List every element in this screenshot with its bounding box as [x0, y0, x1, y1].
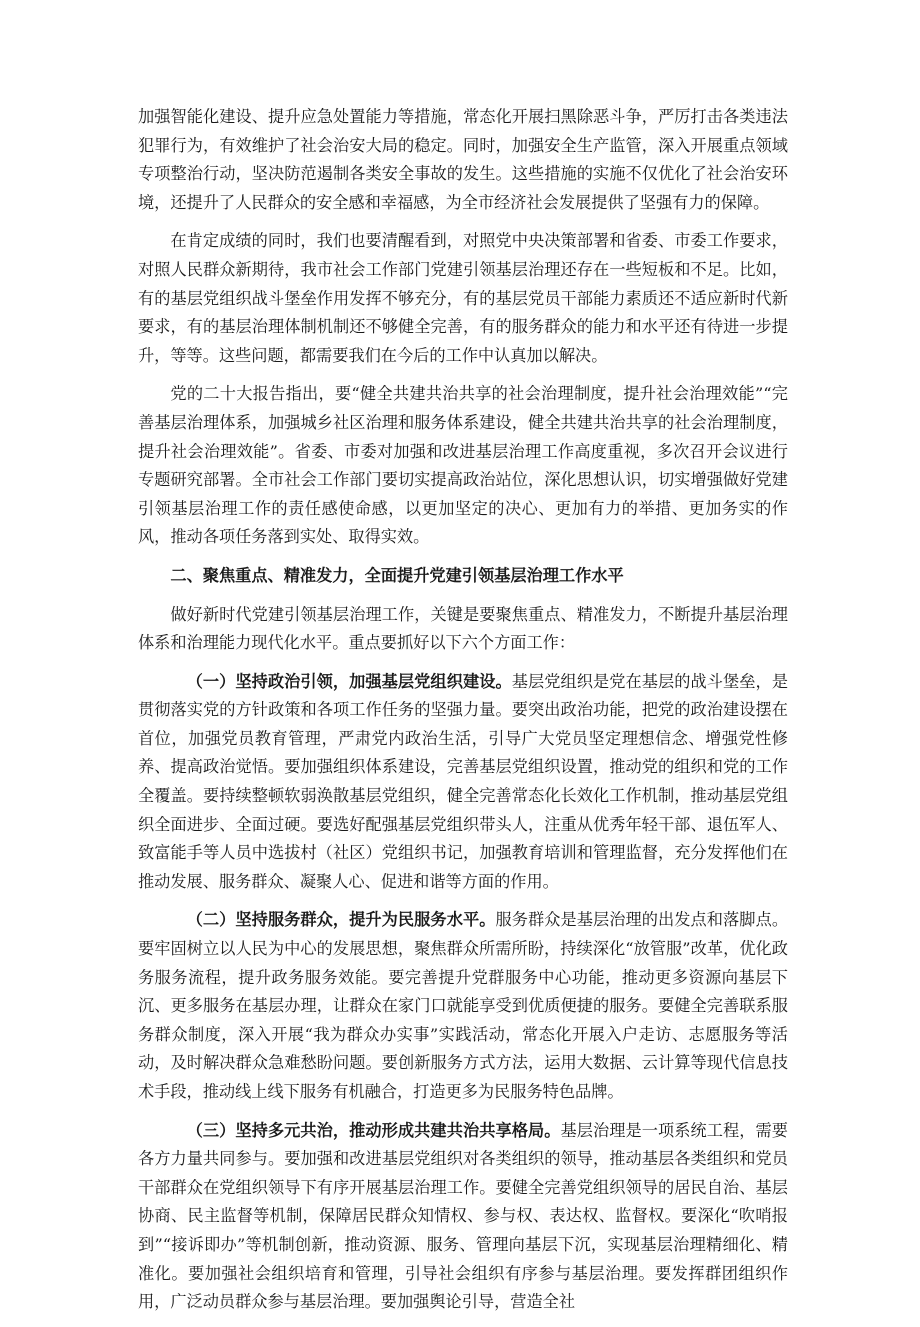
item-serve-masses [138, 906, 788, 1106]
document-body [138, 103, 788, 1327]
paragraph-continuation: 加强智能化建设、提升应急处置能力等措施，常态化开展扫黑除恶斗争，严厉打击各类违法犯罪行为，有效维护了社会治安大局的稳定。同时，加强安全生产监管，深入开展重点领域专项整治行动，坚决防范遏制各类安全事故的发生。这些措施的实施不仅优化了社会治安环境，还提升了人民群众的安全感和幸福感，为全市经济社会发展提供了坚强有力的保障。 [138, 107, 788, 212]
item-body: 服务群众是基层治理的出发点和落脚点。要牢固树立以人民为中心的发展思想，聚焦群众所需所盼，持续深化“放管服”改革，优化政务服务流程，提升政务服务效能。要完善提升党群服务中心功能，推动更多资源向基层下沉、更多服务在基层办理，让群众在家门口就能享受到优质便捷的服务。要健全完善联系服务群众制度，深入开展“我为群众办实事”实践活动，常态化开展入户走访、志愿服务等活动，及时解决群众急难愁盼问题。要创新服务方式方法，运用大数据、云计算等现代信息技术手段，推动线上线下服务有机融合，打造更多为民服务特色品牌。 [138, 910, 789, 1101]
paragraph-shortcomings: 在肯定成绩的同时，我们也要清醒看到，对照党中央决策部署和省委、市委工作要求，对照人民群众新期待，我市社会工作部门党建引领基层治理还存在一些短板和不足。比如，有的基层党组织战斗堡垒作用发挥不够充分，有的基层党员干部能力素质还不适应新时代新要求，有的基层治理体制机制还不够健全完善，有的服务群众的能力和水平还有待进一步提升，等等。这些问题，都需要我们在今后的工作中认真加以解决。 [138, 231, 788, 365]
item-co-governance [138, 1117, 788, 1317]
section-intro: 做好新时代党建引领基层治理工作，关键是要聚焦重点、精准发力，不断提升基层治理体系和治理能力现代化水平。重点要抓好以下六个方面工作： [138, 604, 788, 653]
paragraph-twentieth-congress: 党的二十大报告指出，要“健全共建共治共享的社会治理制度，提升社会治理效能”“完善基层治理体系，加强城乡社区治理和服务体系建设，健全共建共治共享的社会治理制度，提升社会治理效能”。省委、市委对加强和改进基层治理工作高度重视，多次召开会议进行专题研究部署。全市社会工作部门要切实提高政治站位，深化思想认识，切实增强做好党建引领基层治理工作的责任感使命感，以更加坚定的决心、更加有力的举措、更加务实的作风，推动各项任务落到实处、取得实效。 [138, 384, 788, 547]
item-body: 基层党组织是党在基层的战斗堡垒，是贯彻落实党的方针政策和各项工作任务的坚强力量。要突出政治功能，把党的政治建设摆在首位，加强党员教育管理，严肃党内政治生活，引导广大党员坚定理想信念、增强党性修养、提高政治觉悟。要加强组织体系建设，完善基层党组织设置，推动党的组织和党的工作全覆盖。要持续整顿软弱涣散基层党组织，健全完善常态化长效化工作机制，推动基层党组织全面进步、全面过硬。要选好配强基层党组织带头人，注重从优秀年轻干部、退伍军人、致富能手等人员中选拔村（社区）党组织书记，加强教育培训和管理监督，充分发挥他们在推动发展、服务群众、凝聚人心、促进和谐等方面的作用。 [138, 671, 789, 891]
item-political-leadership [138, 668, 788, 897]
item-lead: （一）坚持政治引领，加强基层党组织建设。 [186, 671, 512, 691]
item-lead: （二）坚持服务群众，提升为民服务水平。 [186, 910, 496, 930]
section-heading: 二、聚焦重点、精准发力，全面提升党建引领基层治理工作水平 [170, 565, 624, 585]
item-lead: （三）坚持多元共治，推动形成共建共治共享格局。 [186, 1120, 561, 1140]
item-body: 基层治理是一项系统工程，需要各方力量共同参与。要加强和改进基层党组织对各类组织的领导，推动基层各类组织和党员干部群众在党组织领导下有序开展基层治理工作。要健全完善党组织领导的居民自治、基层协商、民主监督等机制，保障居民群众知情权、参与权、表达权、监督权。要深化“吹哨报到”“接诉即办”等机制创新，推动资源、服务、管理向基层下沉，实现基层治理精细化、精准化。要加强社会组织培育和管理，引导社会组织有序参与基层治理。要发挥群团组织作用，广泛动员群众参与基层治理。要加强舆论引导，营造全社 [138, 1120, 788, 1312]
